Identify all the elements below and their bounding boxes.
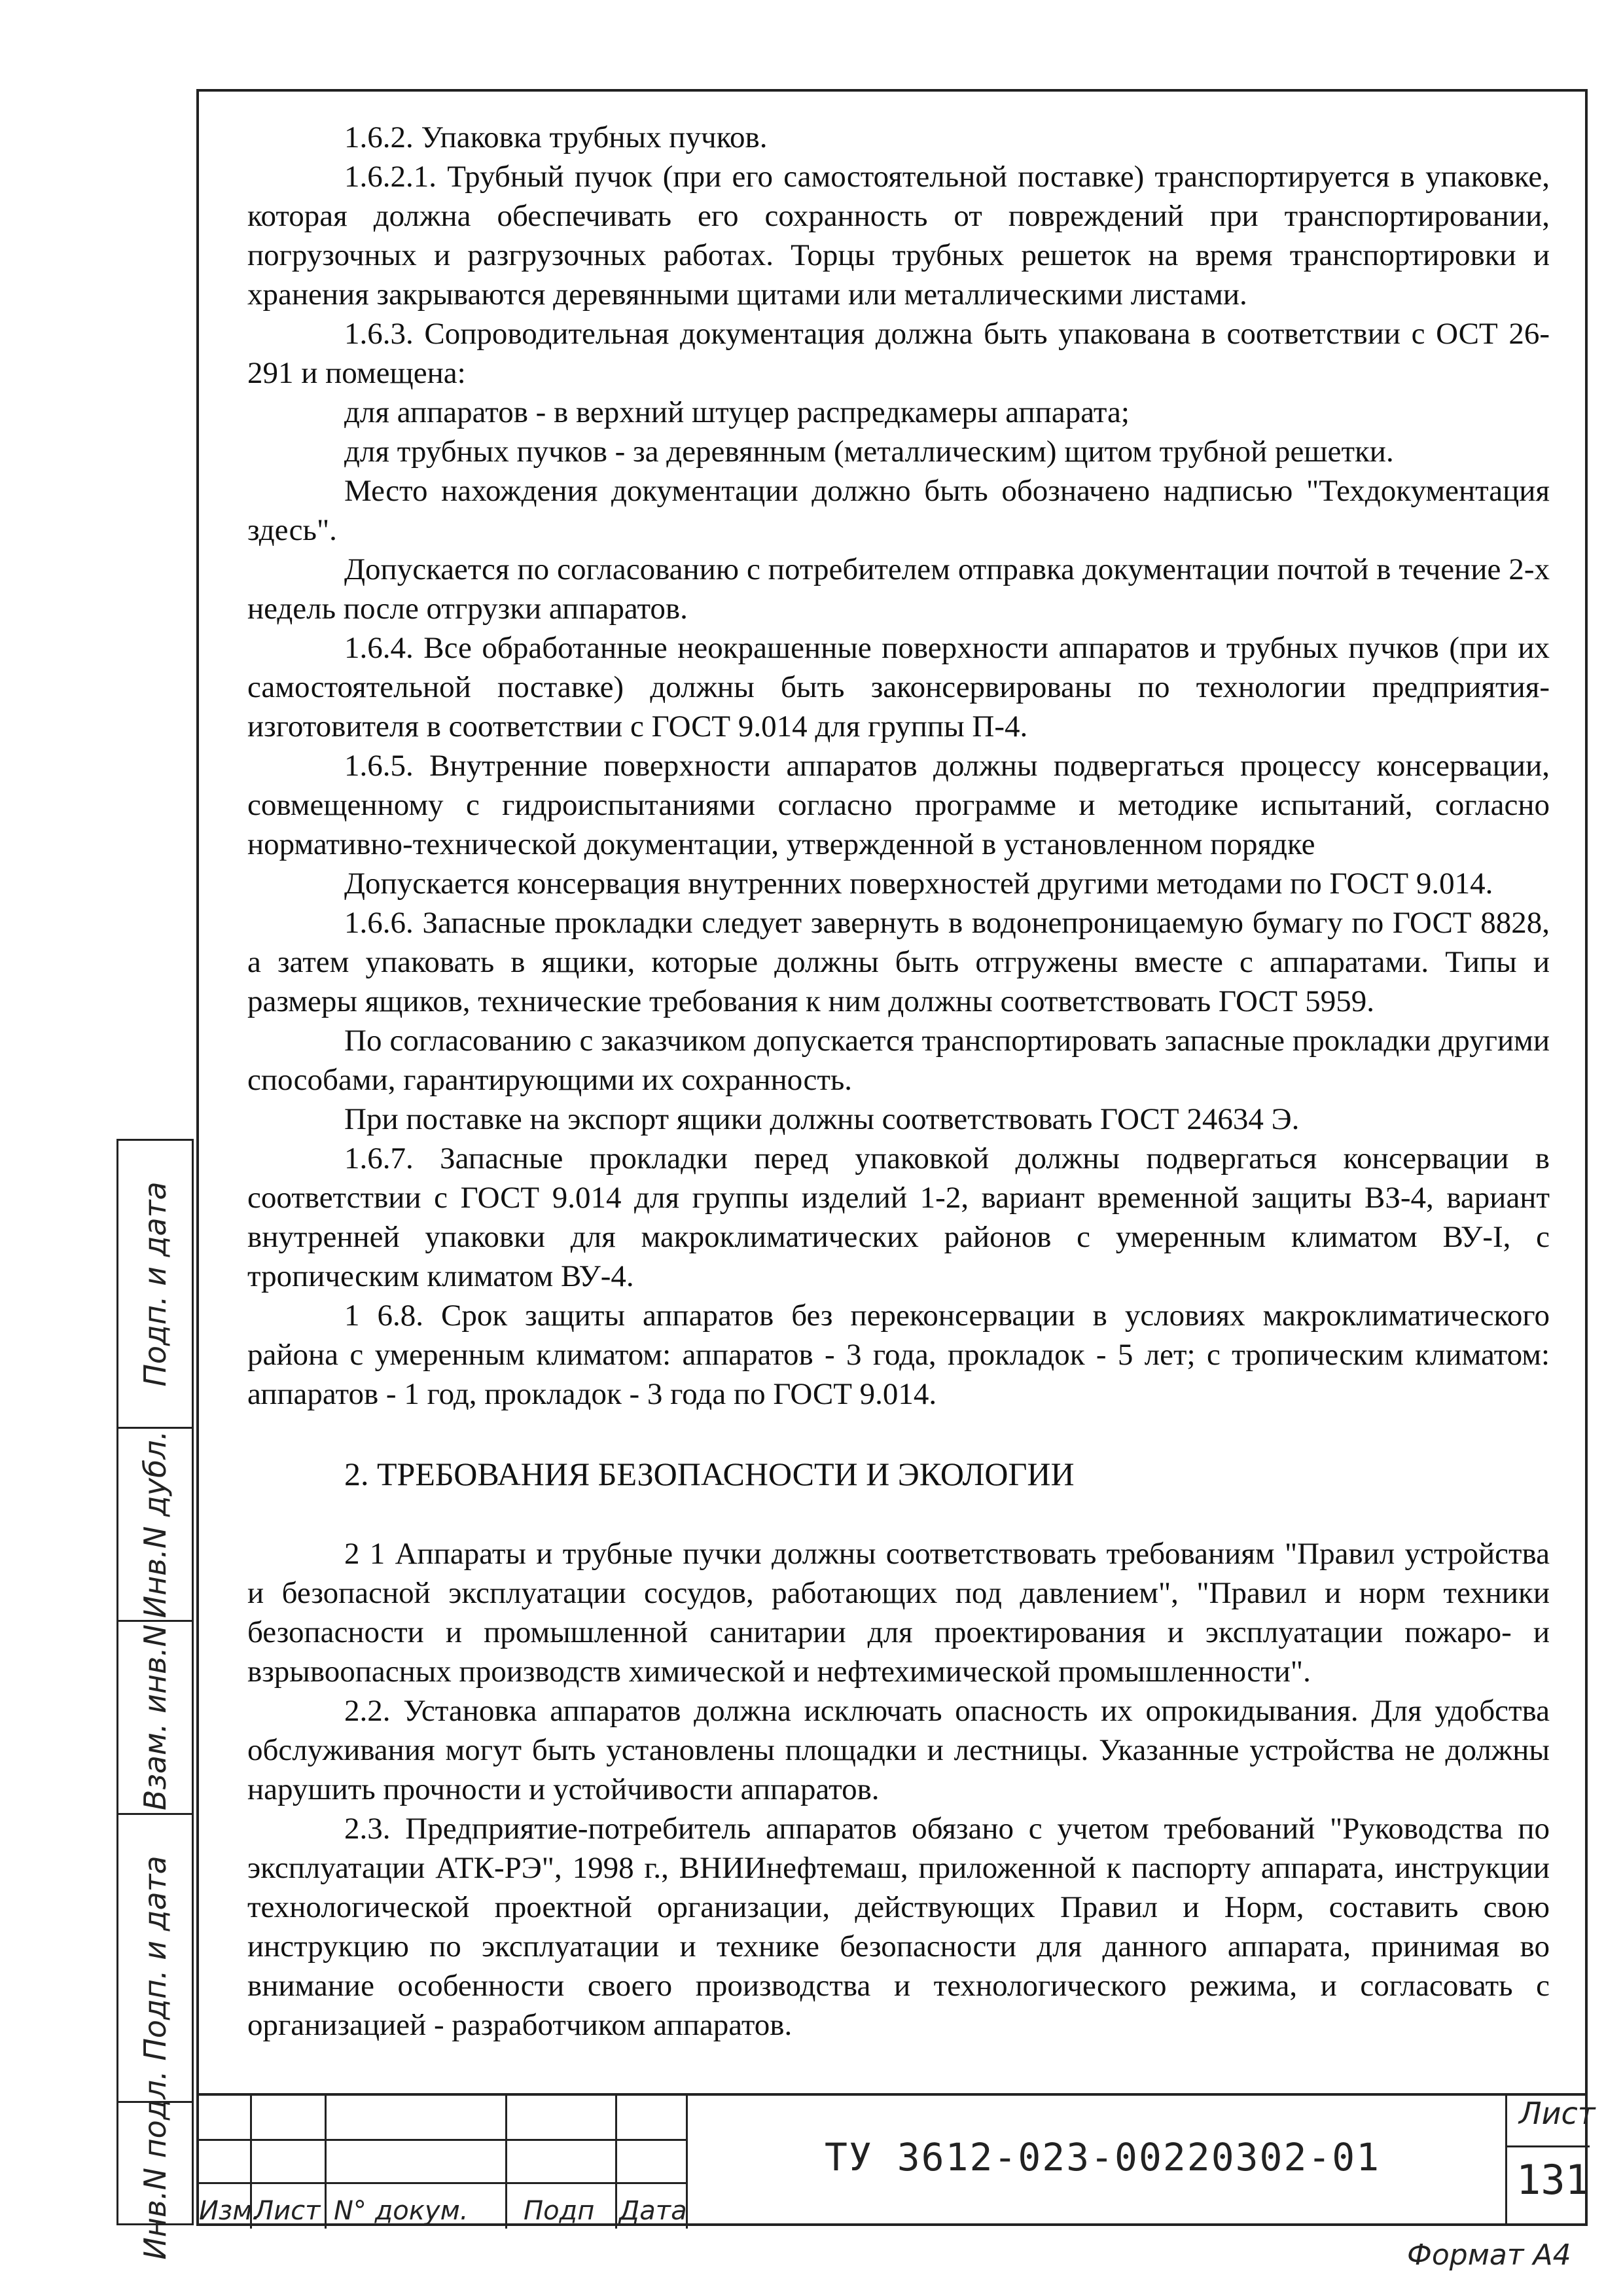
paragraph-1-6-3: 1.6.3. Сопроводительная документация должна быть упакована в соответствии с ОСТ 26-291 и помещена: [247,317,1550,390]
format-label: Формат А4 [1407,2238,1571,2272]
list-item-apparatus: для аппаратов - в верхний штуцер распредкамеры аппарата; [344,395,1130,429]
paragraph-doc-location: Место нахождения документации должно быть обозначено надписью "Техдокументация здесь". [247,474,1550,547]
paragraph-export: При поставке на экспорт ящики должны соответствовать ГОСТ 24634 Э. [344,1102,1300,1136]
grid-line [196,2139,686,2141]
left-stamp-column [116,1139,194,2260]
paragraph-other-methods: Допускается консервация внутренних поверхностей другими методами по ГОСТ 9.014. [344,867,1493,901]
paragraph-1-6-8: 1 6.8. Срок защиты аппаратов без переконсервации в условиях макроклиматического района с умеренным климатом: аппаратов - 3 года, прокладок - 5 лет; с тропическим климатом: аппаратов - 1 год, прокладок - 3 года по ГОСТ 9.014. [247,1299,1550,1411]
paragraph-2-3: 2.3. Предприятие-потребитель аппаратов обязано с учетом требований "Руководства по эксплуатации АТК-РЭ", 1998 г., ВНИИнефтемаш, приложенной к паспорту аппарата, инструкции технологической проектной организации, действующих Правил и Норм, составить свою инструкцию по эксплуатации и технике безопасности для данного аппарата, принимая во внимание особенности своего производства и технологического режима, и согласовать с организацией - разработчиком аппаратов. [247,1812,1550,2042]
paragraph-1-6-7: 1.6.7. Запасные прокладки перед упаковкой должны подвергаться консервации в соответствии с ГОСТ 9.014 для группы изделий 1-2, вариант временной защиты ВЗ-4, вариант внутренней упаковки для макроклиматических районов с умеренным климатом ВУ-I, с тропическим климатом ВУ-4. [247,1141,1550,1293]
document-body [247,118,1550,2045]
stamp-cell-dup-inv [118,1429,192,1622]
stamp-label-replace-inv: Взам. инв.N [137,1624,173,1811]
sheet-number-box [1505,2093,1596,2226]
stamp-cell-sign-date-1 [118,1141,192,1429]
sheet-label: Лист [1519,2096,1596,2131]
stamp-cell-sign-date-2 [118,1815,192,2103]
col-label-data: Дата [619,2196,687,2226]
section-heading-2: 2. ТРЕБОВАНИЯ БЕЗОПАСНОСТИ И ЭКОЛОГИИ [344,1456,1075,1492]
paragraph-1-6-5: 1.6.5. Внутренние поверхности аппаратов должны подвергаться процессу консервации, совмещенному с гидроиспытаниями согласно программе и методике испытаний, согласно нормативно-технической документации, утвержденной в установленном порядке [247,749,1550,861]
paragraph-mail-docs: Допускается по согласованию с потребителем отправка документации почтой в течение 2-х недель после отгрузки аппаратов. [247,552,1550,626]
col-label-izm: Изм. [199,2196,261,2226]
section-1-6-2: 1.6.2. Упаковка трубных пучков. [344,120,768,154]
paragraph-2-1: 2 1 Аппараты и трубные пучки должны соответствовать требованиям "Правил устройства и безопасной эксплуатации сосудов, работающих под давлением", "Правил и норм техники безопасности и промышленной санитарии для проектирования и эксплуатации пожаро- и взрывоопасных производств химической и нефтехимической промышленности". [247,1537,1550,1689]
grid-line [615,2096,617,2229]
col-label-list: Лист [254,2196,321,2226]
paragraph-1-6-4: 1.6.4. Все обработанные неокрашенные поверхности аппаратов и трубных пучков (при их самостоятельной поставке) должны быть законсервированы по технологии предприятия-изготовителя в соответствии с ГОСТ 9.014 для группы П-4. [247,631,1550,744]
col-label-dokum: N° докум. [334,2196,469,2226]
grid-line [325,2096,327,2229]
stamp-label-dup-inv: Инв.N дубл. [137,1430,173,1619]
sheet-separator [1507,2145,1590,2147]
col-label-podp: Подп [524,2196,595,2226]
paragraph-1-6-2-1: 1.6.2.1. Трубный пучок (при его самостоятельной поставке) транспортируется в упаковке, которая должна обеспечивать его сохранность от повреждений при транспортировании, погрузочных и разгрузочных работах. Торцы трубных решеток на время транспортировки и хранения закрываются деревянными щитами или металлическими листами. [247,160,1550,312]
grid-line [505,2096,507,2229]
title-block-grid [196,2096,686,2229]
sheet-number: 131 [1516,2156,1590,2204]
paragraph-1-6-6: 1.6.6. Запасные прокладки следует завернуть в водонепроницаемую бумагу по ГОСТ 8828, а затем упаковать в ящики, которые должны быть отгружены вместе с аппаратами. Типы и размеры ящиков, технические требования к ним должны соответствовать ГОСТ 5959. [247,906,1550,1018]
stamp-cell-orig-inv [118,2070,192,2260]
list-item-tube-bundles: для трубных пучков - за деревянным (металлическим) щитом трубной решетки. [344,435,1394,469]
stamp-label-sign-date-2: Подп. и дата [137,1855,173,2061]
paragraph-2-2: 2.2. Установка аппаратов должна исключать опасность их опрокидывания. Для удобства обслуживания могут быть установлены площадки и лестницы. Указанные устройства не должны нарушить прочности и устойчивости аппаратов. [247,1694,1550,1806]
document-code: ТУ 3612-023-00220302-01 [825,2135,1381,2179]
stamp-label-orig-inv: Инв.N подл. [137,2070,173,2260]
stamp-label-sign-date-1: Подп. и дата [137,1181,173,1387]
grid-line [196,2182,686,2184]
stamp-cell-replace-inv [118,1622,192,1815]
paragraph-agreement: По согласованию с заказчиком допускается транспортировать запасные прокладки другими способами, гарантирующими их сохранность. [247,1024,1550,1097]
